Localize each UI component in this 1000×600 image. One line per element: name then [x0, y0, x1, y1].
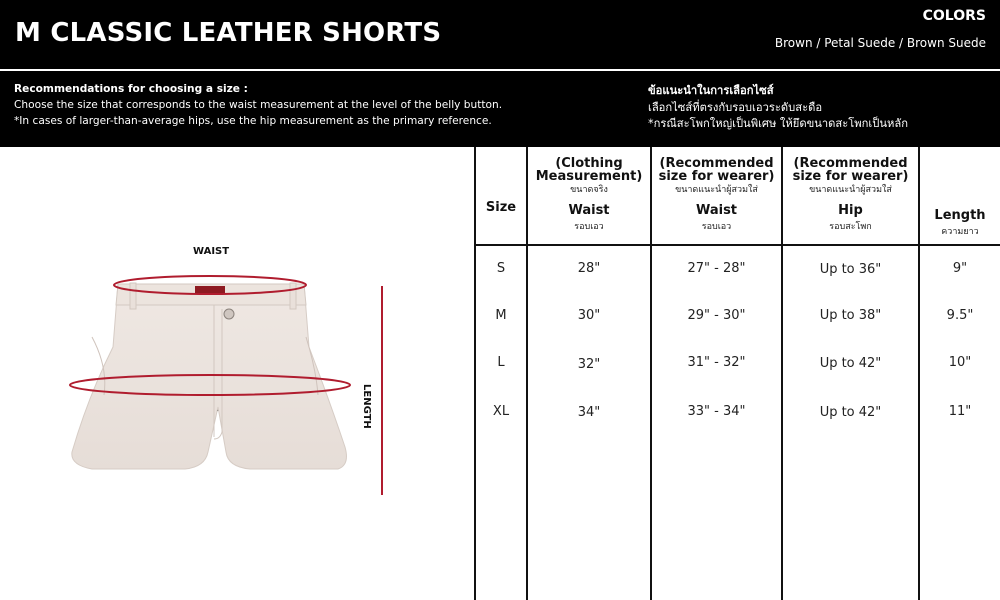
table-cell-rec-waist: 33" - 34": [687, 404, 746, 419]
table-cell-clothing-waist: 32": [577, 357, 601, 372]
table-cell-rec-waist: 27" - 28": [687, 261, 746, 276]
header-clothing-main: Waist: [568, 203, 610, 218]
header-bar: [0, 0, 1000, 69]
table-cell-size: L: [497, 355, 505, 370]
header-clothing-thai: รอบเอว: [574, 222, 604, 232]
header-recommended-waist: [652, 157, 781, 233]
measurement-diagram: [0, 147, 474, 600]
table-cell-size: M: [495, 308, 507, 323]
size-table: [474, 147, 1000, 600]
recommendations-band: [0, 71, 1000, 147]
recommendations-thai: [648, 83, 908, 133]
table-cell-length: 9": [952, 261, 968, 276]
header-rec-waist-group-thai: ขนาดแนะนำผู้สวมใส่: [675, 185, 758, 195]
recommendations-line-1-th: เลือกไซส์ที่ตรงกับรอบเอวระดับสะดือ: [648, 100, 823, 114]
table-cell-size: XL: [492, 404, 510, 419]
table-cell-length: 9.5": [946, 308, 974, 323]
table-cell-rec-waist: 31" - 32": [687, 355, 746, 370]
table-cell-size: S: [496, 261, 506, 276]
table-cell-rec-hip: Up to 38": [819, 308, 882, 323]
header-rec-hip-group-thai: ขนาดแนะนำผู้สวมใส่: [809, 185, 892, 195]
table-cell-rec-hip: Up to 42": [819, 405, 882, 420]
header-size: Size: [485, 200, 517, 215]
table-cell-clothing-waist: 34": [577, 405, 601, 420]
table-cell-length: 10": [948, 355, 972, 370]
recommendations-line-2-th: *กรณีสะโพกใหญ่เป็นพิเศษ ให้ยึดขนาดสะโพกเป็นหลัก: [648, 117, 908, 130]
header-recommended-hip: [783, 157, 918, 233]
table-cell-rec-hip: Up to 42": [819, 356, 882, 371]
recommendations-english: [14, 81, 502, 129]
shorts-illustration: [0, 147, 474, 600]
header-rec-hip-group: (Recommended size for wearer): [792, 156, 909, 184]
length-label: LENGTH: [361, 384, 372, 429]
recommendations-heading-th: ข้อแนะนำในการเลือกไซส์: [648, 84, 774, 97]
header-clothing-waist: [528, 157, 650, 233]
header-rec-waist-group: (Recommended size for wearer): [658, 156, 775, 184]
header-length-main: Length: [934, 208, 986, 223]
recommendations-line-1-en: Choose the size that corresponds to the waist measurement at the level of the belly button.: [14, 99, 503, 111]
colors-label: COLORS: [922, 8, 986, 24]
table-header-rule: [474, 244, 1000, 246]
header-length: [920, 208, 1000, 238]
header-rec-hip-main: Hip: [838, 203, 863, 218]
table-cell-clothing-waist: 30": [577, 308, 601, 323]
page-title: M CLASSIC LEATHER SHORTS: [15, 18, 442, 48]
header-rec-waist-thai: รอบเอว: [701, 222, 732, 232]
table-cell-clothing-waist: 28": [577, 261, 601, 276]
header-rec-hip-thai: รอบสะโพก: [829, 222, 872, 232]
header-clothing-group-thai: ขนาดจริง: [570, 185, 608, 195]
recommendations-line-2-en: *In cases of larger-than-average hips, use the hip measurement as the primary reference.: [14, 115, 492, 127]
recommendations-heading-en: Recommendations for choosing a size :: [14, 83, 248, 95]
header-clothing-group: (Clothing Measurement): [535, 156, 643, 184]
table-cell-length: 11": [948, 404, 972, 419]
header-length-thai: ความยาว: [941, 227, 979, 237]
table-cell-rec-waist: 29" - 30": [687, 308, 746, 323]
header-rec-waist-main: Waist: [695, 203, 738, 218]
waist-label: WAIST: [193, 246, 230, 257]
colors-value: Brown / Petal Suede / Brown Suede: [774, 36, 986, 50]
table-cell-rec-hip: Up to 36": [819, 262, 882, 277]
